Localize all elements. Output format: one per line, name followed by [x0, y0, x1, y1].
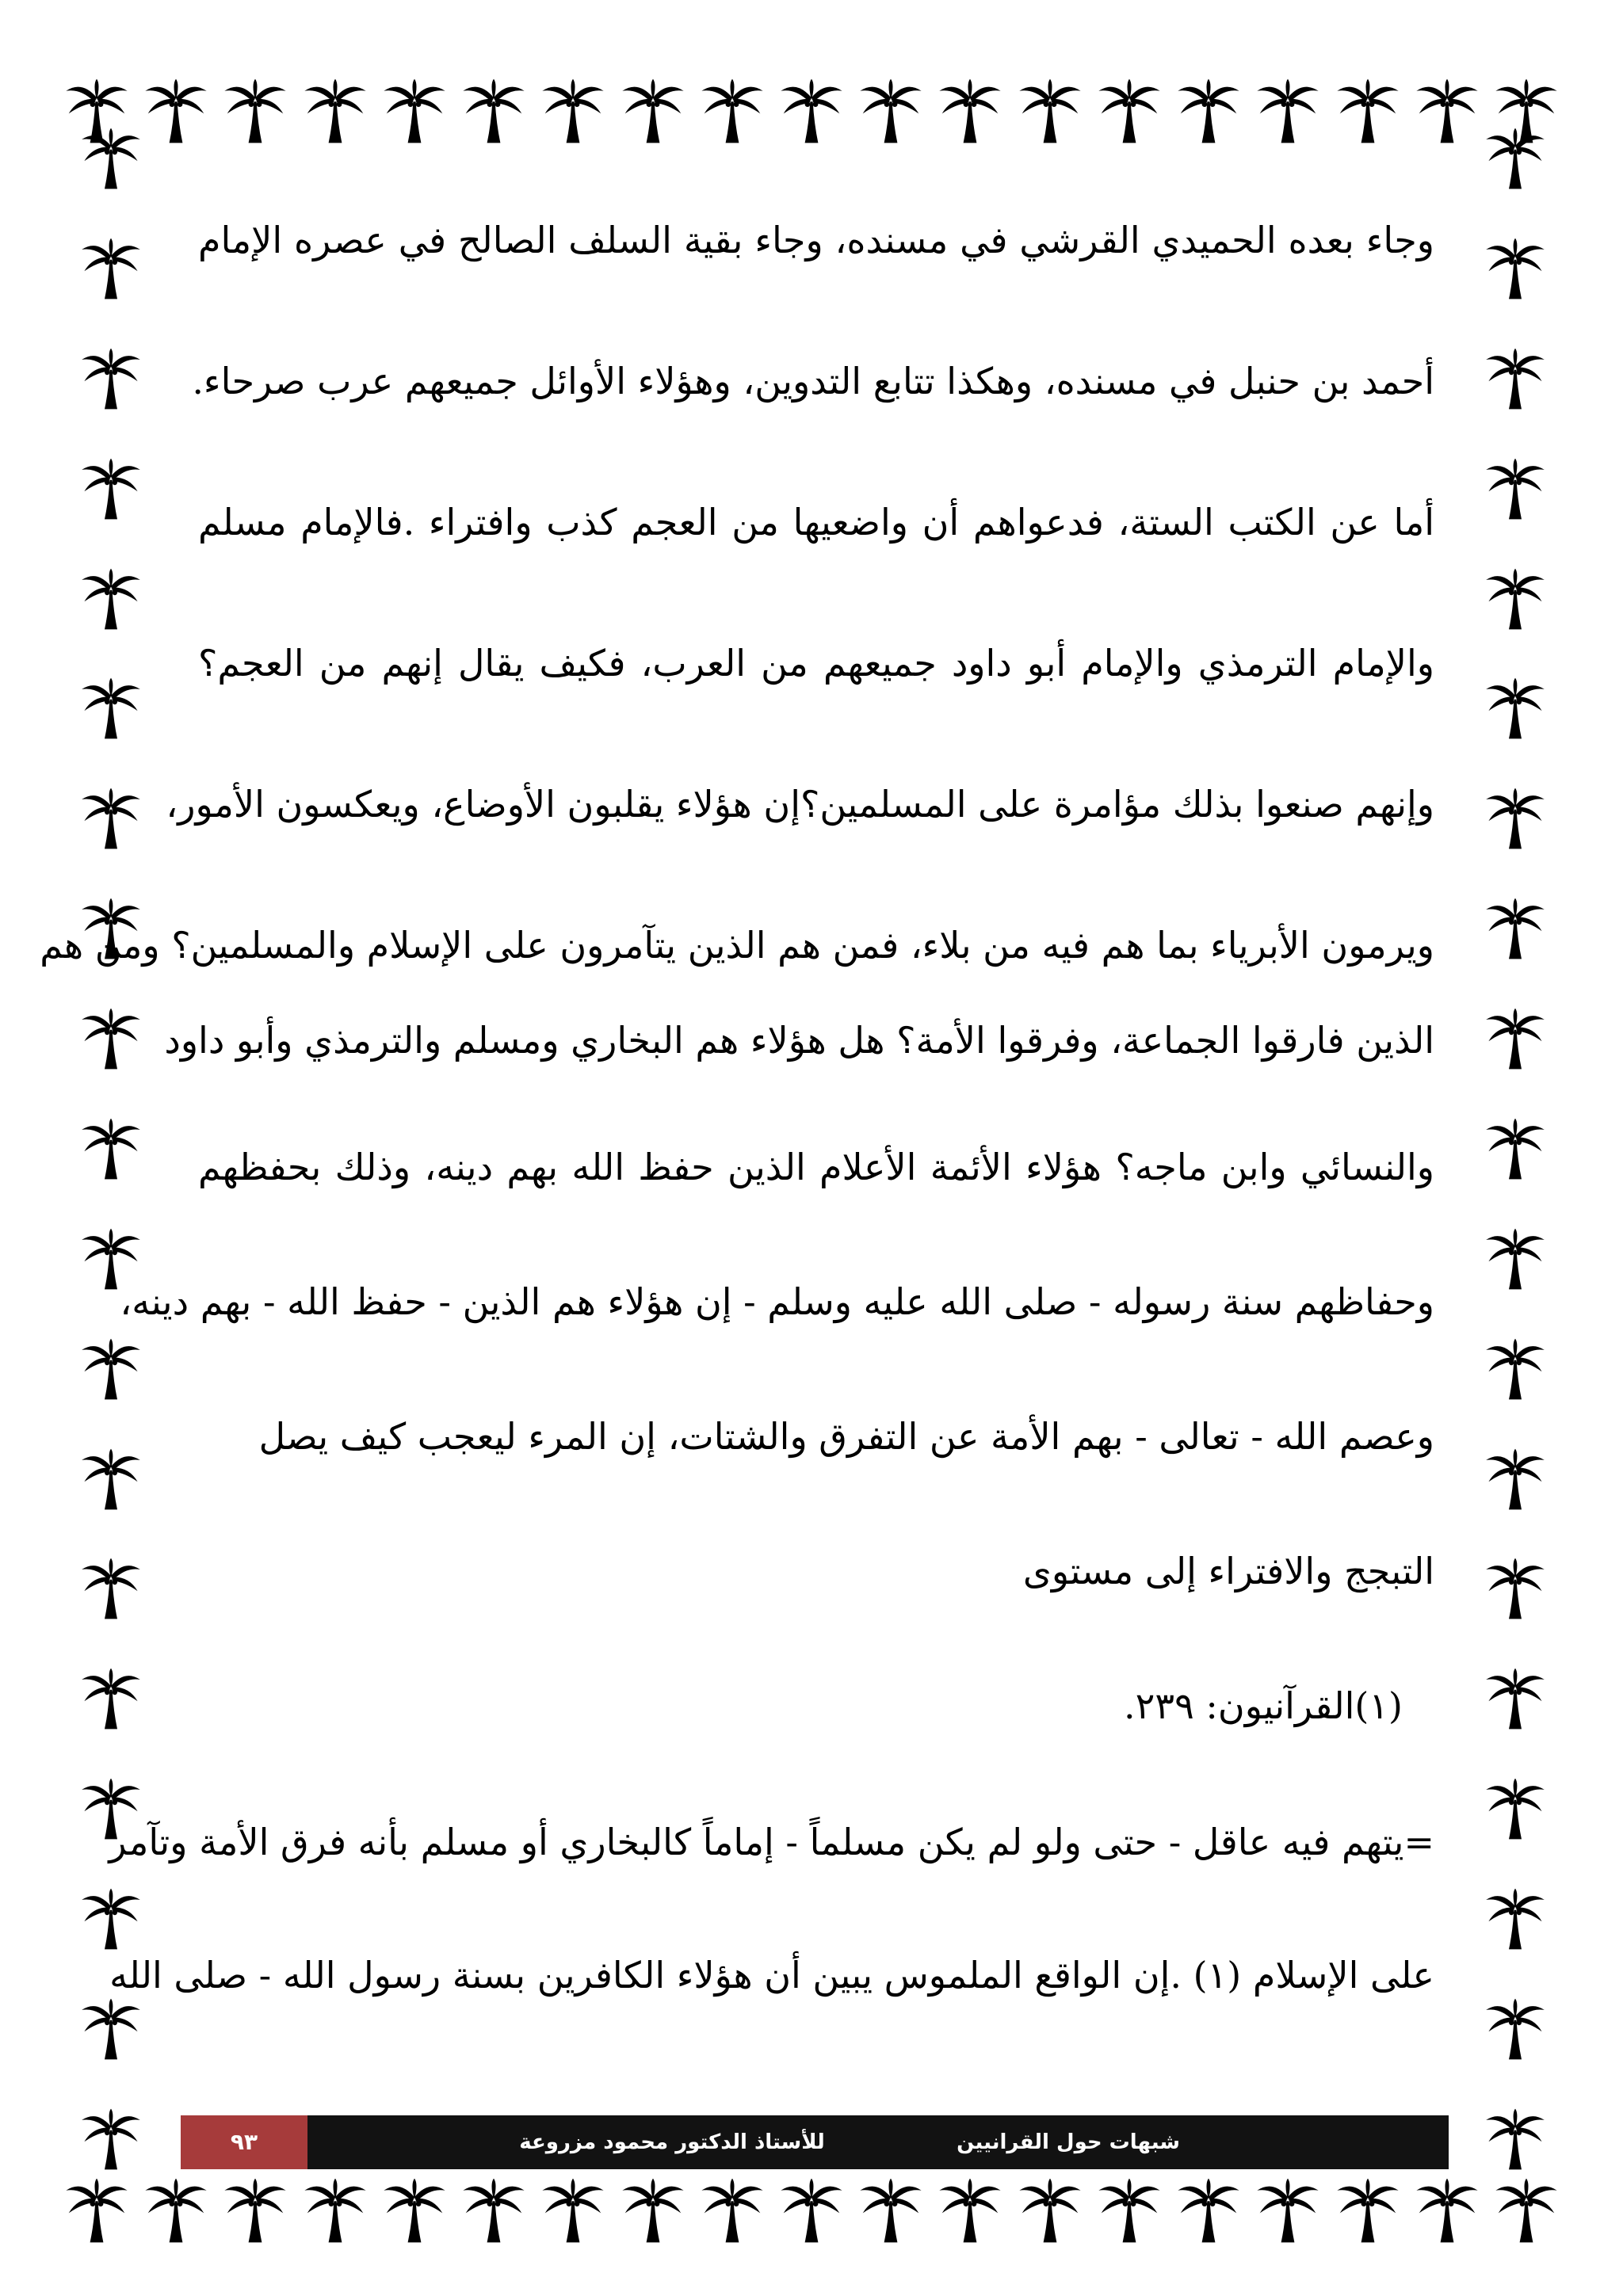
palm-tree-icon	[79, 1667, 143, 1730]
border-right	[1476, 127, 1555, 2171]
body-line-8: والنسائي وابن ماجه؟ هؤلاء الأئمة الأعلام الذين حفظ الله بهم دينه، وذلك بحفظهم	[198, 1146, 1434, 1188]
palm-tree-icon	[1484, 1557, 1547, 1620]
palm-tree-icon	[1484, 787, 1547, 850]
palm-tree-icon	[1484, 567, 1547, 631]
palm-tree-icon	[79, 457, 143, 521]
body-line-4: والإمام الترمذي والإمام أبو داود جميعهم من العرب، فكيف يقال إنهم من العجم؟	[198, 642, 1434, 685]
palm-tree-icon	[79, 1337, 143, 1401]
palm-tree-icon	[1493, 2177, 1560, 2244]
continuation-line-1: =يتهم فيه عاقل - حتى ولو لم يكن مسلماً - إماماً كالبخاري أو مسلم بأنه فرق الأمة وتآمر	[109, 1821, 1434, 1863]
body-line-9: وحفاظهم سنة رسوله - صلى الله عليه وسلم - إن هؤلاء هم الذين - حفظ الله - بهم دينه،	[120, 1280, 1434, 1323]
palm-tree-icon	[79, 1997, 143, 2061]
palm-tree-icon	[79, 1447, 143, 1511]
palm-tree-icon	[79, 347, 143, 410]
palm-tree-icon	[79, 677, 143, 740]
body-line-5: وإنهم صنعوا بذلك مؤامرة على المسلمين؟إن هؤلاء يقلبون الأوضاع، ويعكسون الأمور،	[166, 783, 1434, 826]
body-line-1: وجاء بعده الحميدي القرشي في مسنده، وجاء بقية السلف الصالح في عصره الإمام	[198, 219, 1434, 261]
page-body	[40, 0, 1434, 2296]
palm-tree-icon	[79, 1007, 143, 1070]
palm-tree-icon	[79, 1557, 143, 1620]
palm-tree-icon	[79, 1887, 143, 1951]
palm-tree-icon	[1484, 347, 1547, 410]
palm-tree-icon	[1484, 677, 1547, 740]
palm-tree-icon	[1484, 1007, 1547, 1070]
palm-tree-icon	[1484, 1777, 1547, 1840]
body-line-7: الذين فارقوا الجماعة، وفرقوا الأمة؟ هل هؤلاء هم البخاري ومسلم والترمذي وأبو داود	[164, 1019, 1434, 1062]
palm-tree-icon	[63, 2177, 130, 2244]
palm-tree-icon	[1484, 2107, 1547, 2171]
footer-author: للأستاذ الدكتور محمود مزروعة	[519, 2130, 825, 2154]
body-line-6: ويرمون الأبرياء بما هم فيه من بلاء، فمن هم الذين يتآمرون على الإسلام والمسلمين؟ ومن هم	[40, 924, 1434, 967]
palm-tree-icon	[79, 1117, 143, 1180]
palm-tree-icon	[1484, 1667, 1547, 1730]
palm-tree-icon	[1484, 457, 1547, 521]
continuation-line-2: على الإسلام (١) .إن الواقع الملموس يبين أن هؤلاء الكافرين بسنة رسول الله - صلى الله	[109, 1954, 1434, 1997]
palm-tree-icon	[1484, 1997, 1547, 2061]
palm-tree-icon	[79, 127, 143, 190]
palm-tree-icon	[79, 567, 143, 631]
body-line-11: التبجج والافتراء إلى مستوى	[1022, 1550, 1434, 1592]
palm-tree-icon	[1484, 237, 1547, 300]
palm-tree-icon	[1484, 127, 1547, 190]
footer-bar	[181, 2115, 1449, 2169]
body-line-2: أحمد بن حنبل في مسنده، وهكذا تتابع التدوين، وهؤلاء الأوائل جميعهم عرب صرحاء.	[192, 360, 1434, 402]
footnote: (١)القرآنيون: ٢٣٩.	[1124, 1684, 1403, 1727]
body-line-10: وعصم الله - تعالى - بهم الأمة عن التفرق والشتات، إن المرء ليعجب كيف يصل	[258, 1415, 1434, 1458]
palm-tree-icon	[79, 2107, 143, 2171]
palm-tree-icon	[1484, 1227, 1547, 1291]
palm-tree-icon	[1484, 1337, 1547, 1401]
palm-tree-icon	[1484, 1887, 1547, 1951]
palm-tree-icon	[79, 237, 143, 300]
palm-tree-icon	[1484, 1447, 1547, 1511]
body-line-3: أما عن الكتب الستة، فدعواهم أن واضعيها من العجم كذب وافتراء .فالإمام مسلم	[198, 501, 1434, 543]
footer-book-title: شبهات حول القرانيين	[957, 2130, 1180, 2154]
palm-tree-icon	[1484, 1117, 1547, 1180]
palm-tree-icon	[79, 787, 143, 850]
palm-tree-icon	[1484, 897, 1547, 960]
page-number: ٩٣	[181, 2115, 307, 2169]
